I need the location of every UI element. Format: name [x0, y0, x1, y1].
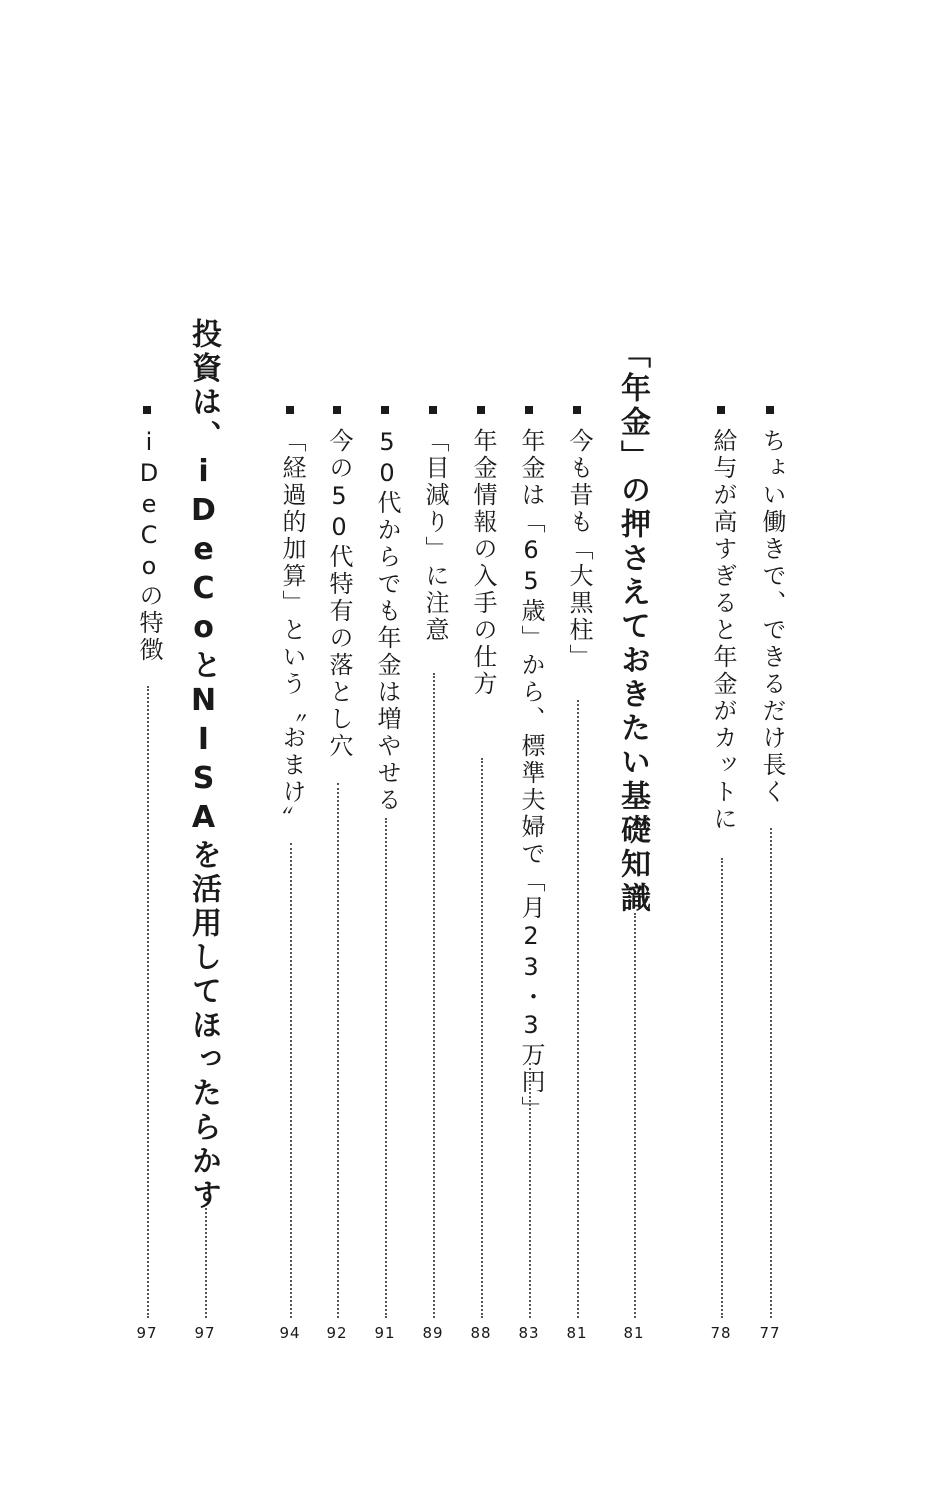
- toc-entry-page: 97: [136, 1324, 158, 1342]
- dotted-leader: [337, 783, 339, 1318]
- toc-entry[interactable]: [557, 318, 597, 1348]
- toc-entry-page: 77: [759, 1324, 781, 1342]
- bullet-marker-icon: [286, 406, 294, 414]
- dotted-leader: [433, 673, 435, 1318]
- toc-entry[interactable]: [509, 318, 549, 1348]
- toc-section[interactable]: [614, 318, 654, 1348]
- dotted-leader: [385, 818, 387, 1318]
- toc-entry-title: 年金は「65歳」から、標準夫婦で「月23・3万円」: [517, 428, 545, 1123]
- toc-entry-title: 年金情報の入手の仕方: [469, 428, 497, 698]
- toc-section[interactable]: [185, 318, 225, 1348]
- toc-entry[interactable]: [270, 318, 310, 1348]
- dotted-leader: [577, 700, 579, 1318]
- toc-entry[interactable]: [701, 318, 741, 1348]
- toc-entry-title: 50代からでも年金は増やせる: [373, 428, 401, 814]
- bullet-marker-icon: [333, 406, 341, 414]
- toc-entry-page: 78: [710, 1324, 732, 1342]
- toc-entry-page: 94: [279, 1324, 301, 1342]
- toc-section-title: 投資は、iDeCoとNISAを活用してほったらかす: [186, 318, 221, 1213]
- toc-entry[interactable]: [365, 318, 405, 1348]
- bullet-marker-icon: [381, 406, 389, 414]
- toc-entry[interactable]: [750, 318, 790, 1348]
- toc-entry[interactable]: [413, 318, 453, 1348]
- bullet-marker-icon: [573, 406, 581, 414]
- toc-entry[interactable]: [127, 318, 167, 1348]
- toc-entry-page: 83: [518, 1324, 540, 1342]
- toc-entry-page: 81: [566, 1324, 588, 1342]
- dotted-leader: [290, 843, 292, 1318]
- toc-entry-title: 今も昔も「大黒柱」: [565, 428, 593, 671]
- toc-section-title: 「年金」の押さえておきたい基礎知識: [615, 338, 650, 916]
- bullet-marker-icon: [143, 406, 151, 414]
- toc-entry-page: 91: [374, 1324, 396, 1342]
- toc-entry-title: 「目減り」に注意: [421, 428, 449, 644]
- toc-entry[interactable]: [461, 318, 501, 1348]
- bullet-marker-icon: [477, 406, 485, 414]
- dotted-leader: [205, 1208, 207, 1318]
- dotted-leader: [721, 858, 723, 1318]
- dotted-leader: [770, 828, 772, 1318]
- toc-entry-title: 今の50代特有の落とし穴: [325, 428, 353, 760]
- toc-entry-title: 「経過的加算」という〝おまけ〟: [278, 428, 306, 833]
- toc-entry-page: 88: [470, 1324, 492, 1342]
- toc-entry-title: 給与が高すぎると年金がカットに: [709, 428, 737, 833]
- toc-section-page: 81: [623, 1324, 645, 1342]
- bullet-marker-icon: [429, 406, 437, 414]
- toc-entry-page: 92: [326, 1324, 348, 1342]
- bullet-marker-icon: [766, 406, 774, 414]
- toc-section-page: 97: [194, 1324, 216, 1342]
- bullet-marker-icon: [525, 406, 533, 414]
- dotted-leader: [147, 686, 149, 1318]
- toc-entry[interactable]: [317, 318, 357, 1348]
- toc-entry-title: ちょい働きで、できるだけ長く: [758, 428, 786, 806]
- dotted-leader: [481, 758, 483, 1318]
- dotted-leader: [634, 913, 636, 1318]
- bullet-marker-icon: [717, 406, 725, 414]
- dotted-leader: [529, 1063, 531, 1318]
- toc-entry-page: 89: [422, 1324, 444, 1342]
- toc-entry-title: iDeCoの特徴: [135, 428, 163, 664]
